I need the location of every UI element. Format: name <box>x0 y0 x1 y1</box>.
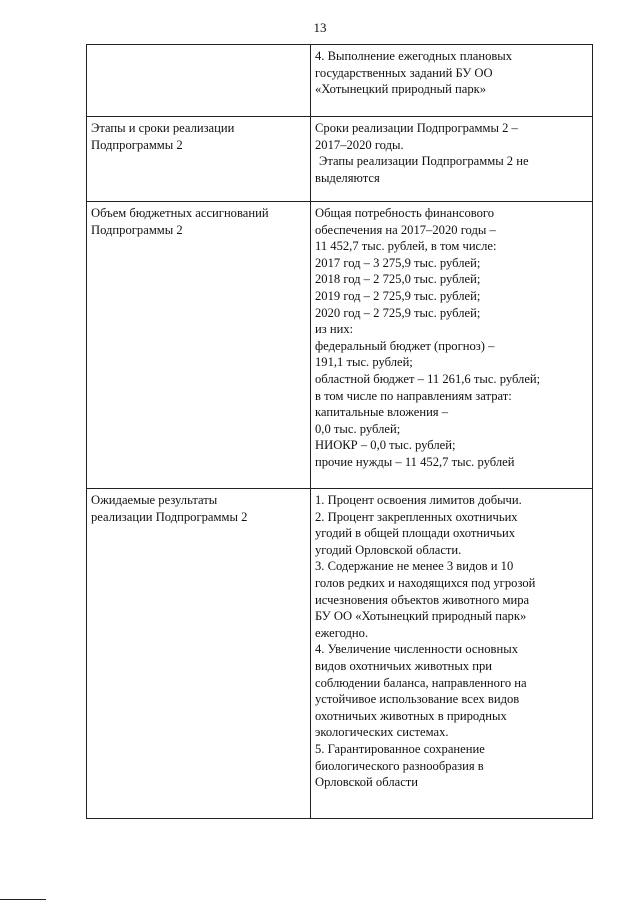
content-line: Этапы реализации Подпрограммы 2 не <box>319 154 529 169</box>
content-line: соблюдении баланса, направленного на <box>315 675 527 690</box>
content-line: угодий Орловской области. <box>315 542 462 557</box>
content-line: биологического разнообразия в <box>315 758 484 773</box>
content-line: 2017 год – 3 275,9 тыс. рублей; <box>315 255 481 270</box>
row-label-stages <box>87 117 311 202</box>
content-line: голов редких и находящихся под угрозой <box>315 575 536 590</box>
content-line: 2020 год – 2 725,9 тыс. рублей; <box>315 305 481 320</box>
table-row-stages <box>87 117 593 202</box>
table-row-tasks-continued <box>87 45 593 117</box>
content-line: 2018 год – 2 725,0 тыс. рублей; <box>315 272 481 287</box>
passport-table <box>86 44 593 819</box>
content-line: «Хотынецкий природный парк» <box>315 82 487 97</box>
row-label-results <box>87 489 311 819</box>
content-line: Общая потребность финансового <box>315 206 495 220</box>
row-label-empty <box>87 45 311 117</box>
content-line: видов охотничьих животных при <box>315 658 493 673</box>
content-line: 11 452,7 тыс. рублей, в том числе: <box>315 239 497 254</box>
content-line: 0,0 тыс. рублей; <box>315 421 401 436</box>
label-line: Ожидаемые результаты <box>91 493 218 507</box>
content-line: 191,1 тыс. рублей; <box>315 355 413 370</box>
content-line: государственных заданий БУ ОО <box>315 65 493 80</box>
row-content-tasks <box>311 45 593 117</box>
content-line: 2. Процент закрепленных охотничьих <box>315 509 518 524</box>
content-line: устойчивое использование всех видов <box>315 692 520 707</box>
page-number: 13 <box>313 20 327 35</box>
content-line: НИОКР – 0,0 тыс. рублей; <box>315 438 456 453</box>
label-line: Подпрограммы 2 <box>91 137 183 152</box>
content-line: 1. Процент освоения лимитов добычи. <box>315 493 522 507</box>
row-content-results <box>311 489 593 819</box>
content-line: экологических системах. <box>315 725 449 740</box>
label-line: реализации Подпрограммы 2 <box>91 509 248 524</box>
row-label-budget <box>87 202 311 489</box>
content-line: угодий в общей площади охотничьих <box>315 526 516 541</box>
content-line: областной бюджет – 11 261,6 тыс. рублей; <box>315 371 541 386</box>
content-line: охотничьих животных в природных <box>315 708 507 723</box>
content-line: 3. Содержание не менее 3 видов и 10 <box>315 559 514 574</box>
content-line: выделяются <box>315 170 380 185</box>
table-row-budget <box>87 202 593 489</box>
content-line: исчезновения объектов животного мира <box>315 592 530 607</box>
row-content-budget <box>311 202 593 489</box>
content-line: 2019 год – 2 725,9 тыс. рублей; <box>315 288 481 303</box>
content-line: 5. Гарантированное сохранение <box>315 741 485 756</box>
label-line: Объем бюджетных ассигнований <box>91 206 269 220</box>
content-line: 4. Выполнение ежегодных плановых <box>315 49 513 63</box>
table-row-results <box>87 489 593 819</box>
content-line: ежегодно. <box>315 625 369 640</box>
label-line: Подпрограммы 2 <box>91 222 183 237</box>
content-line: 2017–2020 годы. <box>315 137 404 152</box>
content-line: федеральный бюджет (прогноз) – <box>315 338 495 353</box>
footer-rule <box>0 899 46 900</box>
content-line: обеспечения на 2017–2020 годы – <box>315 222 496 237</box>
content-line: из них: <box>315 322 354 337</box>
content-line: Орловской области <box>315 775 419 790</box>
content-line: 4. Увеличение численности основных <box>315 642 519 657</box>
row-content-stages <box>311 117 593 202</box>
content-line: прочие нужды – 11 452,7 тыс. рублей <box>315 454 515 469</box>
content-line: в том числе по направлениям затрат: <box>315 388 512 403</box>
content-line: БУ ОО «Хотынецкий природный парк» <box>315 609 527 624</box>
content-line: капитальные вложения – <box>315 405 449 420</box>
label-line: Этапы и сроки реализации <box>91 121 235 135</box>
content-line: Сроки реализации Подпрограммы 2 – <box>315 121 518 135</box>
